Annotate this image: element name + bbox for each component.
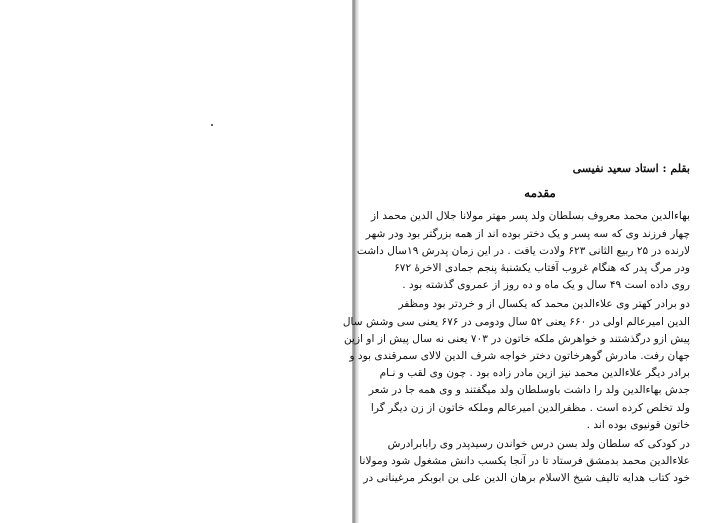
- author-byline: بقلم : استاد سعید نفیسی: [572, 162, 690, 175]
- text-line: ودر مرگ پدر که هنگام غروب آفتاب یکشنبهٔ پنجم جمادی الاخرهٔ ۶۷۲: [394, 262, 690, 275]
- text-line: جدش بهاءالدین ولد را داشت باوسلطان ولد میگفتند و وی همه جا در شعر: [368, 384, 690, 397]
- text-line: لارنده در ۲۵ ربیع الثانی ۶۲۳ ولادت یافت . در این زمان پدرش ۱۹سال داشت: [356, 244, 690, 257]
- text-line: در کودکی که سلطان ولد بسن درس خواندن رسیدپدر وی رابابرادرش: [387, 438, 690, 451]
- text-line: پیش ازو درگذشتند و خواهرش ملکه خاتون در ۷۰۳ یعنی نه سال پیش از او ازین: [343, 332, 690, 345]
- book-gutter: [352, 0, 359, 523]
- section-heading: مقدمه: [524, 186, 556, 201]
- left-page: [0, 0, 352, 523]
- paragraph-3: [359, 436, 690, 488]
- text-line: جهان رفت. مادرش گوهرخاتون دختر خواجه شرف الدین لالای سمرقندی بود و: [349, 350, 690, 363]
- paragraph-2: [342, 296, 690, 434]
- text-line: برادر دیگر علاءالدین محمد نیز ازین مادر زاده بود . چون وی لقب و نـام: [379, 367, 690, 380]
- page-text: [342, 160, 690, 488]
- paragraph-1: [356, 208, 690, 294]
- text-line: دو برادر کهتر وی علاءالدین محمد که یکسال از و خردتر بود ومظفر: [398, 298, 690, 311]
- text-line: ولد تخلص کرده است . مظفرالدین امیرعالم وملکه خاتون از زن دیگر گرا: [370, 401, 690, 414]
- text-line: علاءالدین محمد بدمشق فرستاد تا در آنجا یکسب دانش مشغول شود ومولانا: [359, 455, 690, 468]
- text-line: خاتون قونیوی بوده اند .: [586, 418, 690, 431]
- text-line: الدین امیرعالم اولی در ۶۶۰ یعنی ۵۲ سال ودومی در ۶۷۶ یعنی سی وشش سال: [342, 315, 690, 328]
- text-line: روی داده است ۴۹ سال و یک ماه و ده روز از عمروی گذشته بود .: [402, 279, 690, 292]
- text-line: خود کتاب هدایه تالیف شیخ الاسلام برهان الدین علی بن ابوبکر مرغینانی در: [363, 472, 690, 485]
- right-page: [342, 0, 711, 523]
- speck-mark: [211, 124, 213, 126]
- text-line: چهار فرزند وی که سه پسر و یک دختر بوده اند از همه بزرگتر بود ودر شهر: [365, 227, 690, 240]
- text-line: بهاءالدین محمد معروف بسلطان ولد پسر مهتر مولانا جلال الدین محمد از: [370, 210, 690, 223]
